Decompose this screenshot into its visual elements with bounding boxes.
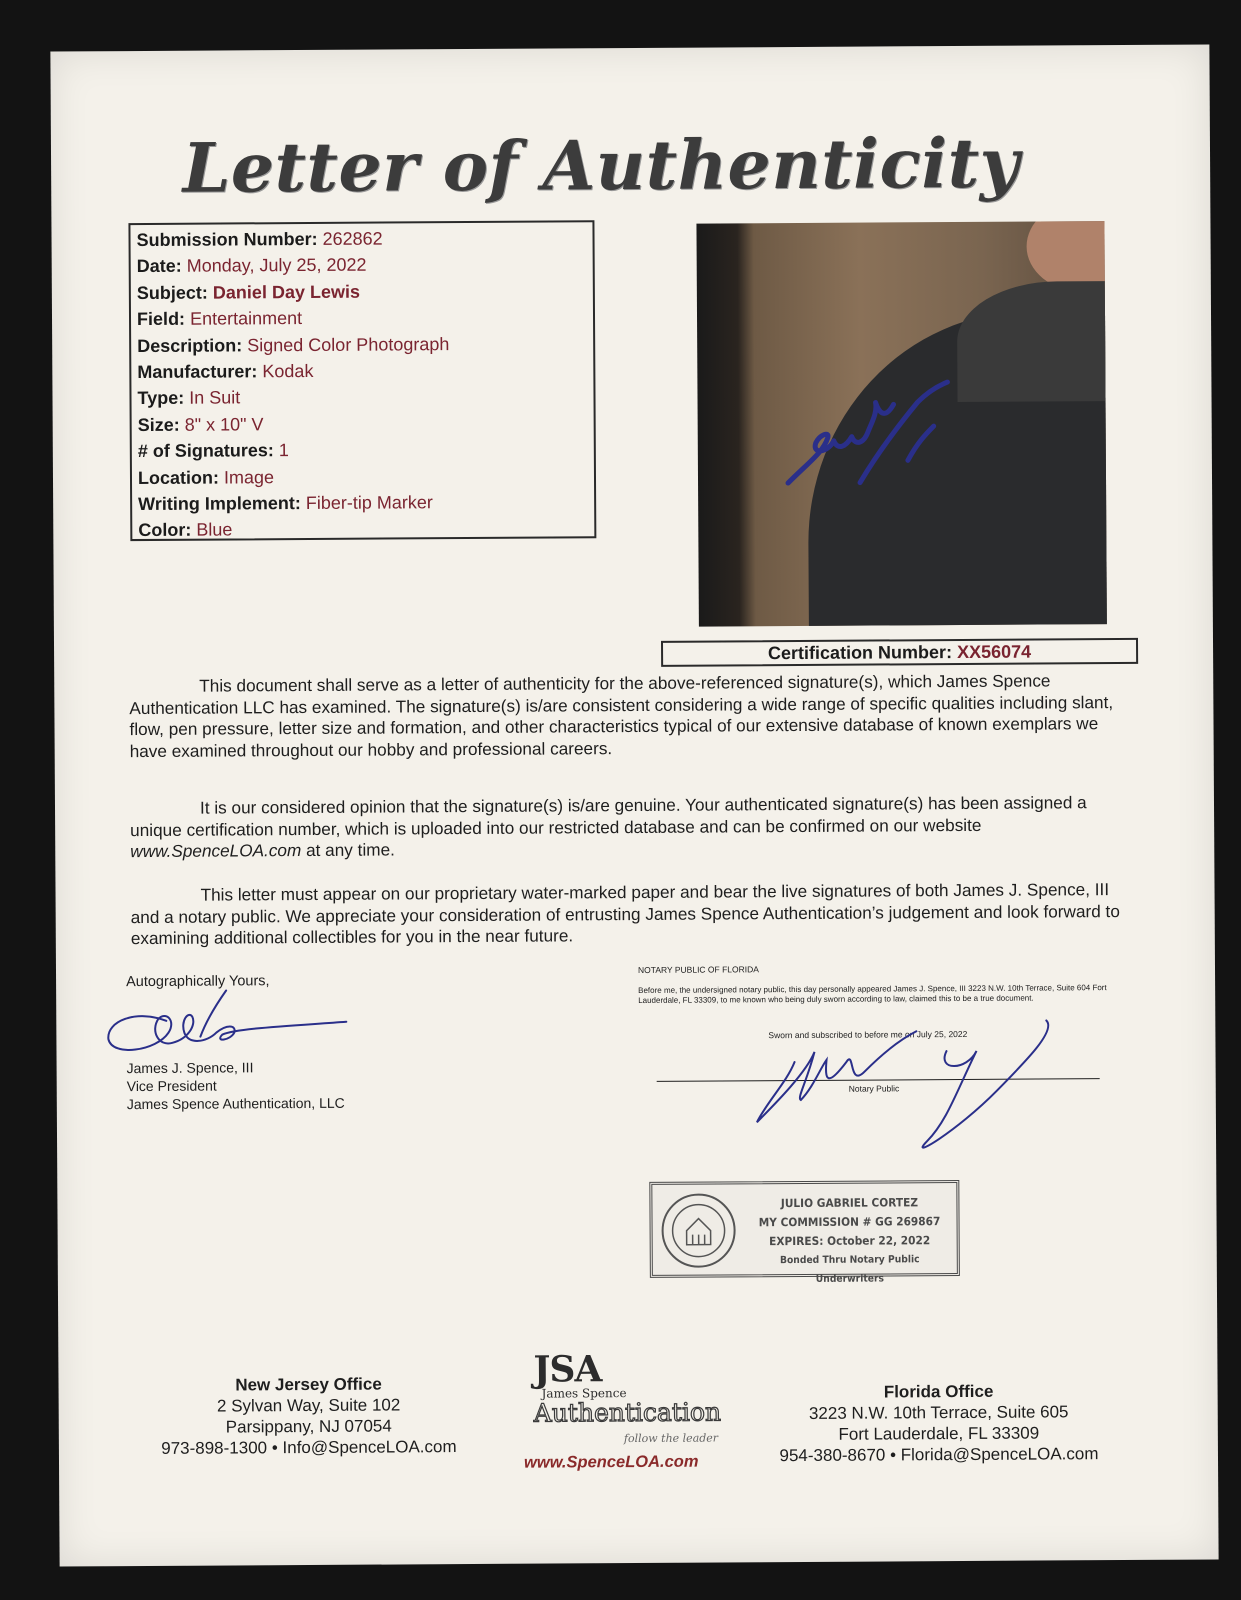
detail-row [137,251,587,280]
detail-label: Description: [137,335,243,356]
paragraph-1-text: This document shall serve as a letter of authenticity for the above-referenced signature(s), which James Spence Authentication LLC has examined. The signature(s) is/are consistent considering a wide range of specific qualities including slant, flow, pen pressure, letter size and formation, and other characteristics typical of our extensive database of known exemplars we have examined throughout our hobby and professional careers. [129,670,1114,761]
detail-row [137,383,587,412]
detail-label: # of Signatures: [137,440,274,462]
detail-row [138,409,588,438]
detail-value: 8" x 10" V [184,414,264,435]
detail-row [136,224,586,253]
detail-row [138,436,588,465]
detail-value: Daniel Day Lewis [212,281,361,303]
paragraph-opinion [130,792,1120,863]
detail-label: Date: [136,256,182,277]
certification-label: Certification Number: [767,642,953,664]
paragraph-2-text: It is our considered opinion that the signature(s) is/are genuine. Your authenticated signature(s) has been assigned a unique certification number, which is uploaded into our restricted database and can be confirmed on our website [130,792,1087,840]
fl-office-address-2: Fort Lauderdale, FL 33309 [838,1423,1040,1444]
fl-office-address-1: 3223 N.W. 10th Terrace, Suite 605 [808,1402,1069,1423]
detail-value: Image [223,466,275,488]
jsa-logo [503,1347,744,1478]
logo-word: Authentication [533,1397,722,1428]
nj-office-address-2: Parsippany, NJ 07054 [225,1416,392,1437]
footer-website-link[interactable]: www.SpenceLOA.com [523,1452,699,1472]
detail-label: Submission Number: [136,228,318,251]
detail-label: Manufacturer: [137,361,258,383]
detail-row [137,303,587,332]
blue-autograph-signature [767,342,968,513]
detail-value: 1 [278,440,289,461]
detail-value: Blue [196,519,233,541]
notary-stamp [649,1180,960,1285]
closing-salutation: Autographically Yours, [126,973,270,991]
signer-block [127,1058,345,1113]
detail-label: Location: [137,467,220,488]
fl-office-name: Florida Office [883,1381,994,1402]
detail-label: Writing Implement: [138,493,301,515]
spence-signature [96,980,366,1062]
document-title: Letter of Authenticity [182,123,1020,209]
detail-value: Signed Color Photograph [247,333,450,355]
fl-office-contact: 954-380-8670 • Florida@SpenceLOA.com [779,1444,1099,1466]
notary-heading: NOTARY PUBLIC OF FLORIDA [637,964,759,975]
signer-company: James Spence Authentication, LLC [126,1094,345,1113]
logo-tagline: follow the leader [623,1431,719,1446]
signer-name: James J. Spence, III [126,1059,254,1077]
detail-row [138,515,588,544]
detail-row [138,488,588,517]
detail-value: Kodak [262,360,314,382]
detail-label: Color: [138,520,192,541]
detail-row [138,462,588,491]
detail-value: 262862 [322,228,383,249]
detail-row [137,330,587,359]
detail-row [137,356,587,385]
notary-signature [696,1000,1057,1152]
detail-label: Type: [137,388,185,409]
photo-subject-shoulder [957,281,1107,402]
website-link[interactable]: www.SpenceLOA.com [130,840,302,862]
paragraph-2-end: at any time. [301,839,395,861]
detail-label: Size: [137,414,180,435]
letter-paper [50,44,1218,1566]
notary-seal-icon [658,1190,738,1270]
detail-label: Subject: [136,282,208,303]
nj-office-address-1: 2 Sylvan Way, Suite 102 [216,1395,401,1416]
nj-office-name: New Jersey Office [235,1374,382,1395]
stamp-expires: EXPIRES: October 22, 2022 [769,1233,931,1249]
signer-role: Vice President [126,1077,217,1095]
detail-value: Entertainment [189,308,303,329]
signed-photograph [696,221,1106,626]
notary-sworn-text: Sworn and subscribed to before me on July 25, 2022 [768,1028,968,1041]
stamp-notary-name: JULIO GABRIEL CORTEZ [780,1195,919,1211]
notary-public-label: Notary Public [848,1083,900,1094]
detail-label: Field: [136,308,186,330]
detail-value: Monday, July 25, 2022 [186,255,367,277]
submission-details-box [128,220,596,541]
logo-script-name: James Spence [541,1386,627,1401]
logo-abbreviation: JSA [533,1348,602,1391]
detail-value: In Suit [189,387,241,409]
stamp-commission: MY COMMISSION # GG 269867 [758,1214,941,1230]
florida-office [759,1380,1120,1466]
certification-number-box [661,638,1138,667]
nj-office-contact: 973-898-1300 • Info@SpenceLOA.com [161,1437,457,1458]
paragraph-3-text: This letter must appear on our proprietary water-marked paper and bear the live signatures of both James J. Spence, III and a notary public. We appreciate your consideration of entrusting James Spence Authentication’s judgement and look forward to examining additional collectibles for you in the near future. [130,879,1120,949]
detail-value: Fiber-tip Marker [305,492,433,514]
paragraph-examination [129,670,1120,762]
detail-row [137,277,587,306]
notary-statement: Before me, the undersigned notary public, this day personally appeared James J. Spence, III 3223 N.W. 10th Terrace, Suite 604 Fort Lauderdale, FL 33309, to me known who being duly sworn according to law, claimed this to be a true document. [638,983,1107,1005]
new-jersey-office [138,1373,479,1459]
stamp-bonded: Bonded Thru Notary Public Underwriters [779,1254,920,1285]
certification-value: XX56074 [956,641,1032,663]
paragraph-requirements [130,879,1120,950]
